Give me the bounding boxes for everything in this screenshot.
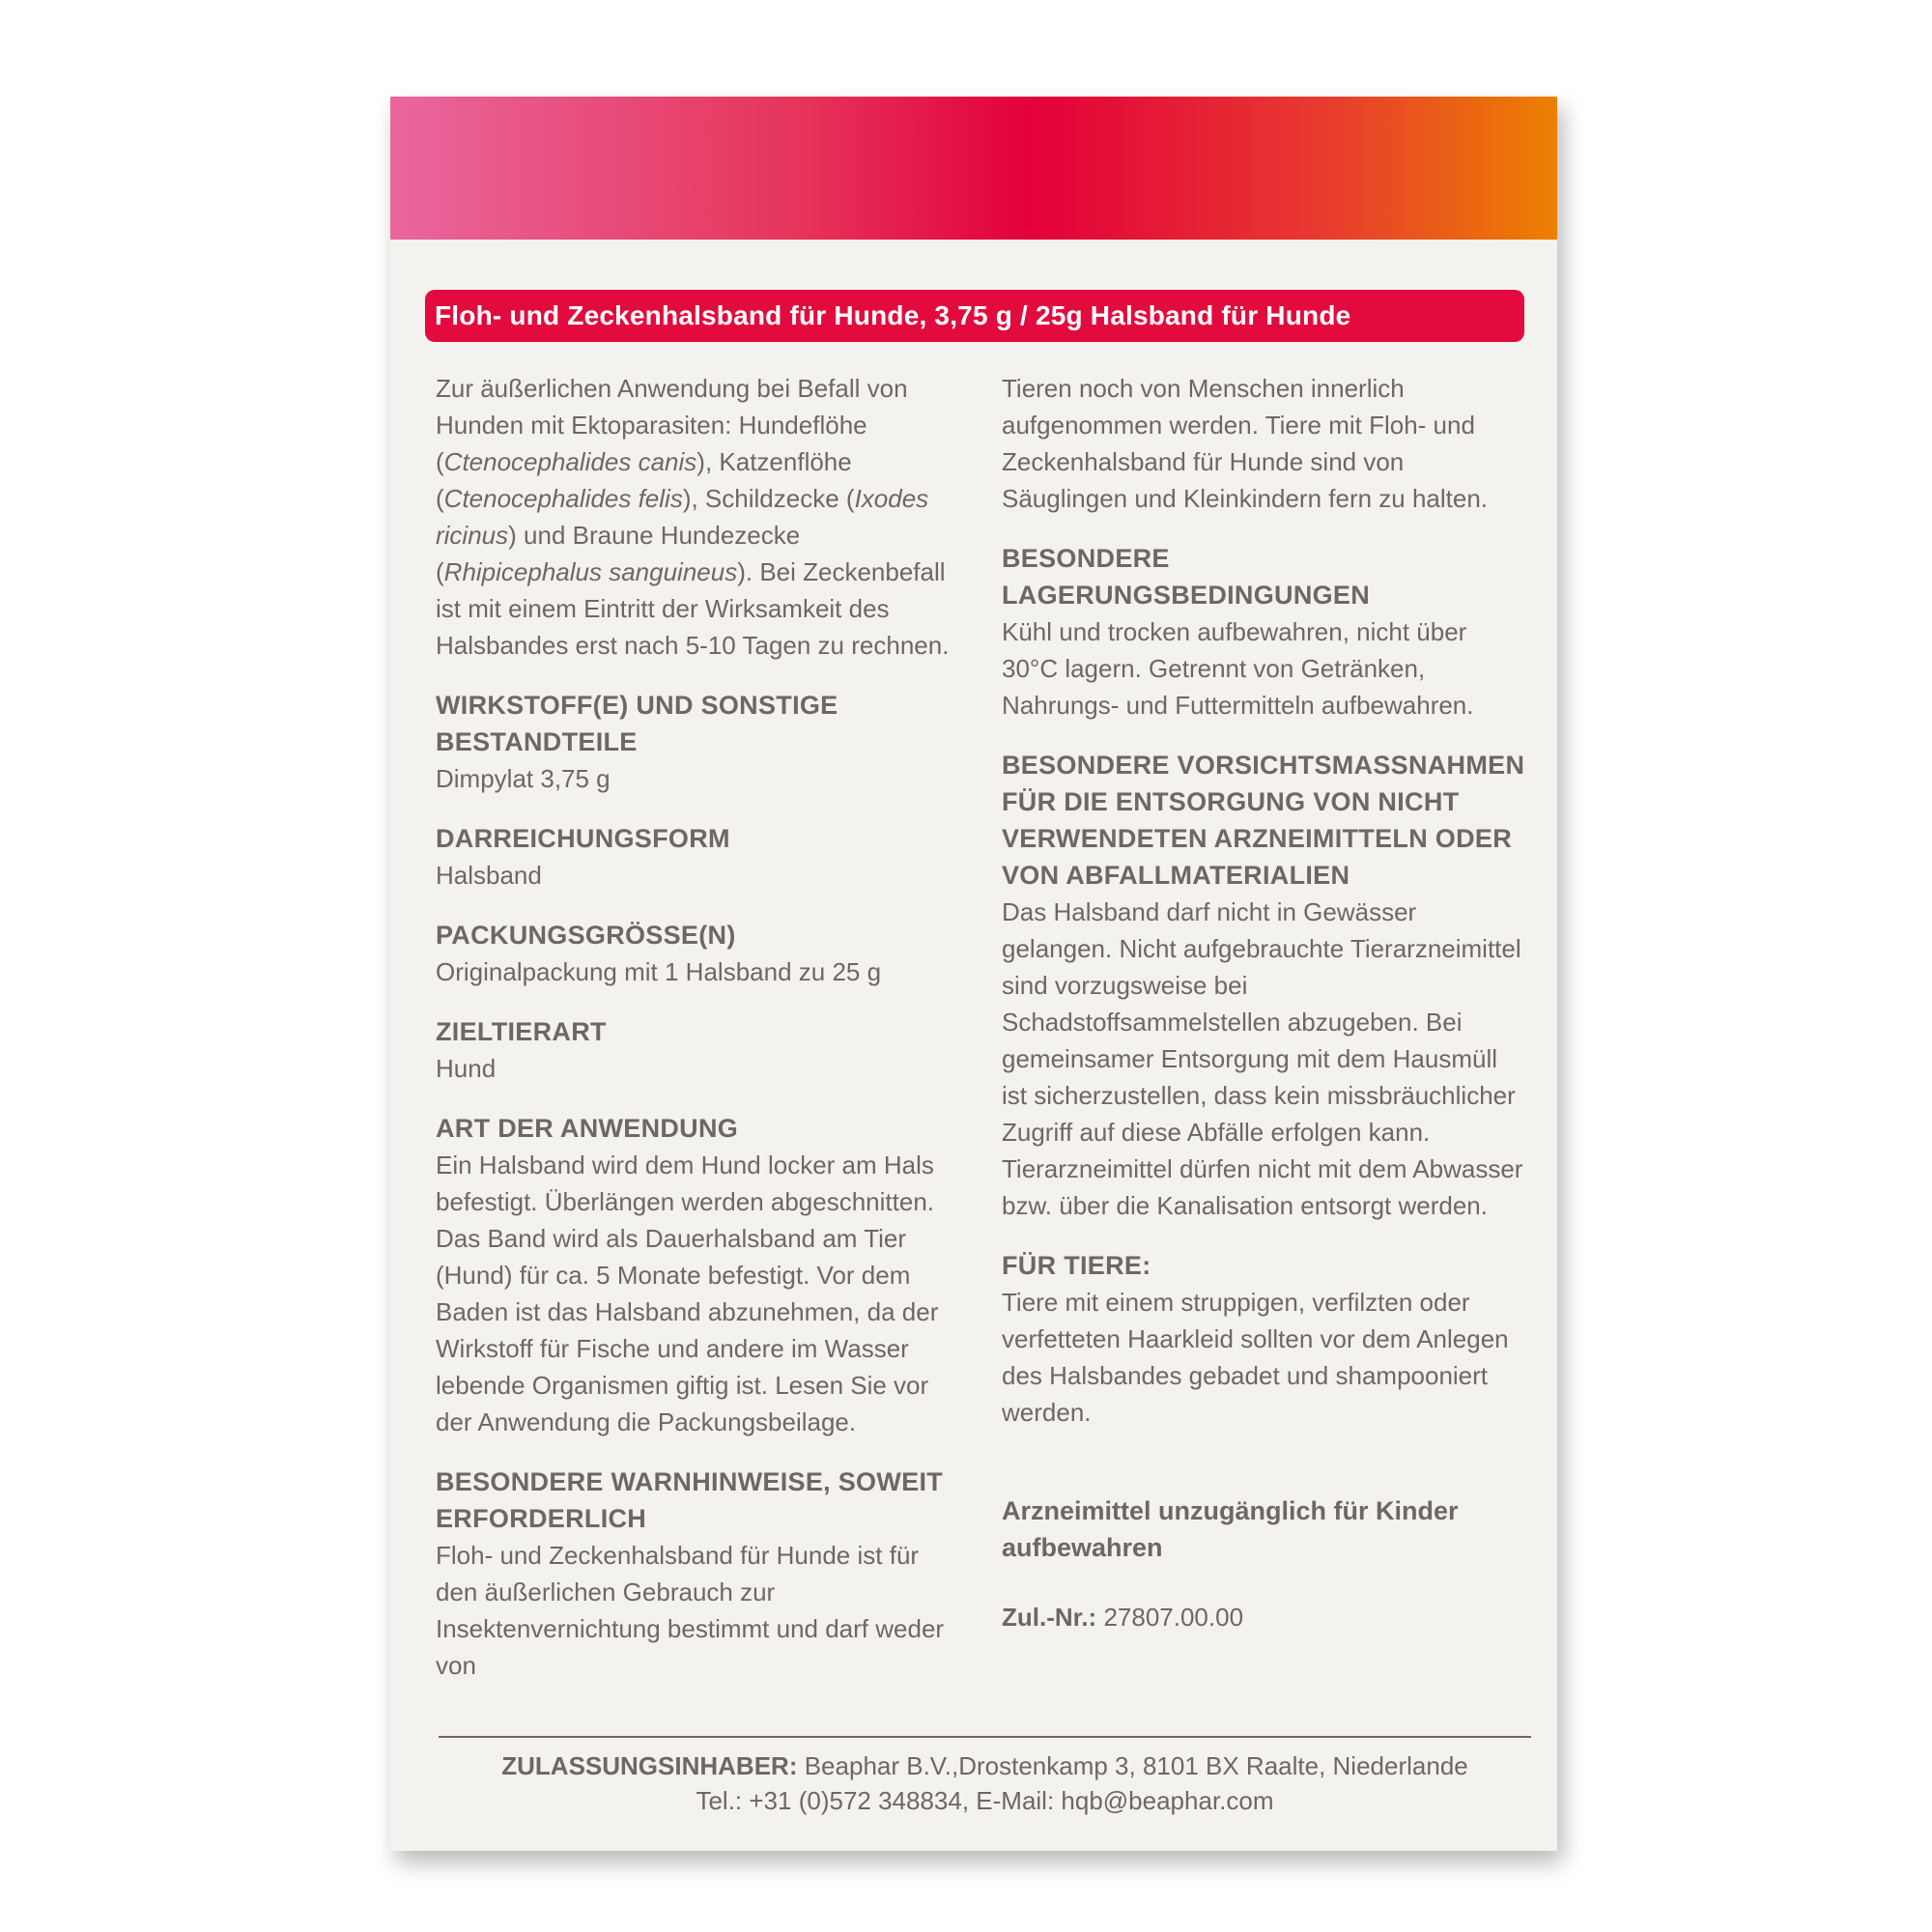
section-darreichungsform: [436, 820, 962, 894]
section-zieltierart: [436, 1013, 962, 1087]
section-text: Kühl und trocken aufbewahren, nicht über 30°C lagern. Getrennt von Getränken, Nahrungs- und Futtermitteln aufbewahren.: [1002, 617, 1474, 720]
section-heading: DARREICHUNGSFORM: [436, 824, 730, 853]
package-label-card: [390, 97, 1557, 1851]
section-heading: BESONDERE WARNHINWEISE, SOWEIT ERFORDERLICH: [436, 1467, 944, 1533]
section-heading: PACKUNGSGRÖSSE(N): [436, 921, 736, 950]
footer: [439, 1748, 1531, 1818]
section-packungsgroesse: [436, 917, 962, 990]
section-heading: ART DER ANWENDUNG: [436, 1114, 739, 1143]
section-fuer-tiere: [1002, 1247, 1528, 1431]
zulassungsnummer: Zul.-Nr.: 27807.00.00: [1002, 1603, 1244, 1632]
section-text: Floh- und Zeckenhalsband für Hunde ist für den äußerlichen Gebrauch zur Insektenvernichtung bestimmt und darf weder von: [436, 1541, 945, 1680]
section-text: Hund: [436, 1054, 497, 1083]
section-heading: BESONDERE LAGERUNGSBEDINGUNGEN: [1002, 544, 1371, 610]
section-text: Das Halsband darf nicht in Gewässer gelangen. Nicht aufgebrauchte Tierarzneimittel sind vorzugsweise bei Schadstoffsammelstellen abzugeben. Bei gemeinsamer Entsorgung mit dem Hausmüll ist sicherzustellen, dass kein missbräuchlicher Zugriff auf diese Abfälle erfolgen kann. Tierarzneimittel dürfen nicht mit dem Abwasser bzw. über die Kanalisation entsorgt werden.: [1002, 897, 1523, 1220]
section-wirkstoffe: [436, 687, 962, 797]
section-warnhinweise: [436, 1463, 962, 1684]
section-heading: FÜR TIERE:: [1002, 1251, 1151, 1280]
footer-holder: ZULASSUNGSINHABER: Beaphar B.V.,Drostenkamp 3, 8101 BX Raalte, Niederlande: [501, 1751, 1468, 1780]
section-heading: BESONDERE VORSICHTSMASSNAHMEN FÜR DIE ENTSORGUNG VON NICHT VERWENDETEN ARZNEIMITTELN ODER VON ABFALLMATERIALIEN: [1002, 751, 1525, 890]
warning-continuation: Tieren noch von Menschen innerlich aufgenommen werden. Tiere mit Floh- und Zeckenhalsband für Hunde sind von Säuglingen und Kleinkindern fern zu halten.: [1002, 374, 1489, 513]
section-entsorgung: [1002, 747, 1528, 1224]
section-heading: WIRKSTOFF(E) UND SONSTIGE BESTANDTEILE: [436, 691, 838, 756]
children-note: Arzneimittel unzugänglich für Kinder aufbewahren: [1002, 1496, 1459, 1562]
section-heading: ZIELTIERART: [436, 1017, 607, 1046]
right-column: [1002, 370, 1528, 1635]
left-column: [436, 370, 962, 1684]
intro-text: Zur äußerlichen Anwendung bei Befall von Hunden mit Ektoparasiten: Hundeflöhe (Ctenocephalides canis), Katzenflöhe (Ctenocephalides felis), Schildzecke (Ixodes ricinus) und Braune Hundezecke (Rhipicephalus sanguineus). Bei Zeckenbefall ist mit einem Eintritt der Wirksamkeit des Halsbandes erst nach 5-10 Tagen zu rechnen.: [436, 374, 950, 660]
section-anwendung: [436, 1110, 962, 1440]
footer-contact: Tel.: +31 (0)572 348834, E-Mail: hqb@beaphar.com: [696, 1786, 1274, 1815]
gradient-band: [390, 97, 1557, 240]
section-text: Halsband: [436, 861, 542, 890]
product-title: Floh- und Zeckenhalsband für Hunde, 3,75 g / 25g Halsband für Hunde: [425, 290, 1524, 342]
section-text: Tiere mit einem struppigen, verfilzten oder verfetteten Haarkleid sollten vor dem Anlegen des Halsbandes gebadet und shampooniert werden.: [1002, 1288, 1509, 1427]
section-text: Ein Halsband wird dem Hund locker am Hals befestigt. Überlängen werden abgeschnitten. Das Band wird als Dauerhalsband am Tier (Hund) für ca. 5 Monate befestigt. Vor dem Baden ist das Halsband abzunehmen, da der Wirkstoff für Fische und andere im Wasser lebende Organismen giftig ist. Lesen Sie vor der Anwendung die Packungsbeilage.: [436, 1151, 939, 1436]
section-text: Dimpylat 3,75 g: [436, 764, 611, 793]
section-lagerung: [1002, 540, 1528, 724]
footer-divider: [439, 1736, 1531, 1738]
section-text: Originalpackung mit 1 Halsband zu 25 g: [436, 957, 882, 986]
